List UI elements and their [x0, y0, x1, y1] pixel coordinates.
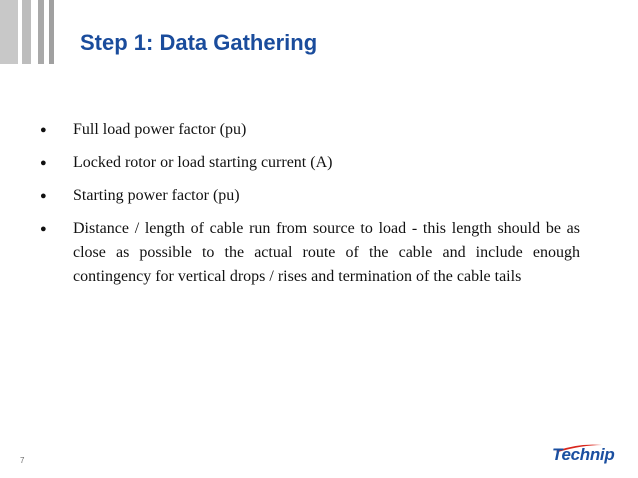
bullet-dot-icon: ● — [40, 124, 47, 136]
bullet-list — [40, 118, 580, 298]
decoration-bar — [38, 0, 44, 64]
logo-text: Technip — [552, 445, 615, 464]
decoration-bar — [49, 0, 54, 64]
bullet-item — [40, 118, 580, 142]
technip-logo — [548, 444, 620, 470]
decoration-bar — [0, 0, 18, 64]
bullet-item — [40, 151, 580, 175]
decoration-bar — [22, 0, 31, 64]
bullet-text: Full load power factor (pu) — [73, 121, 247, 138]
page-number: 7 — [20, 456, 25, 465]
bullet-text: Starting power factor (pu) — [73, 187, 240, 204]
bullet-text: Locked rotor or load starting current (A) — [73, 154, 333, 171]
bullet-text: Distance / length of cable run from source to load - this length should be as close as possible to the actual route of the cable and include enough contingency for vertical drops / rises and termination of the cable tails — [73, 220, 580, 285]
header-decoration-bars — [0, 0, 60, 64]
bullet-item — [40, 184, 580, 208]
bullet-item — [40, 217, 580, 289]
bullet-dot-icon: ● — [40, 190, 47, 202]
bullet-dot-icon: ● — [40, 157, 47, 169]
bullet-dot-icon: ● — [40, 223, 47, 235]
slide-title: Step 1: Data Gathering — [80, 30, 318, 55]
